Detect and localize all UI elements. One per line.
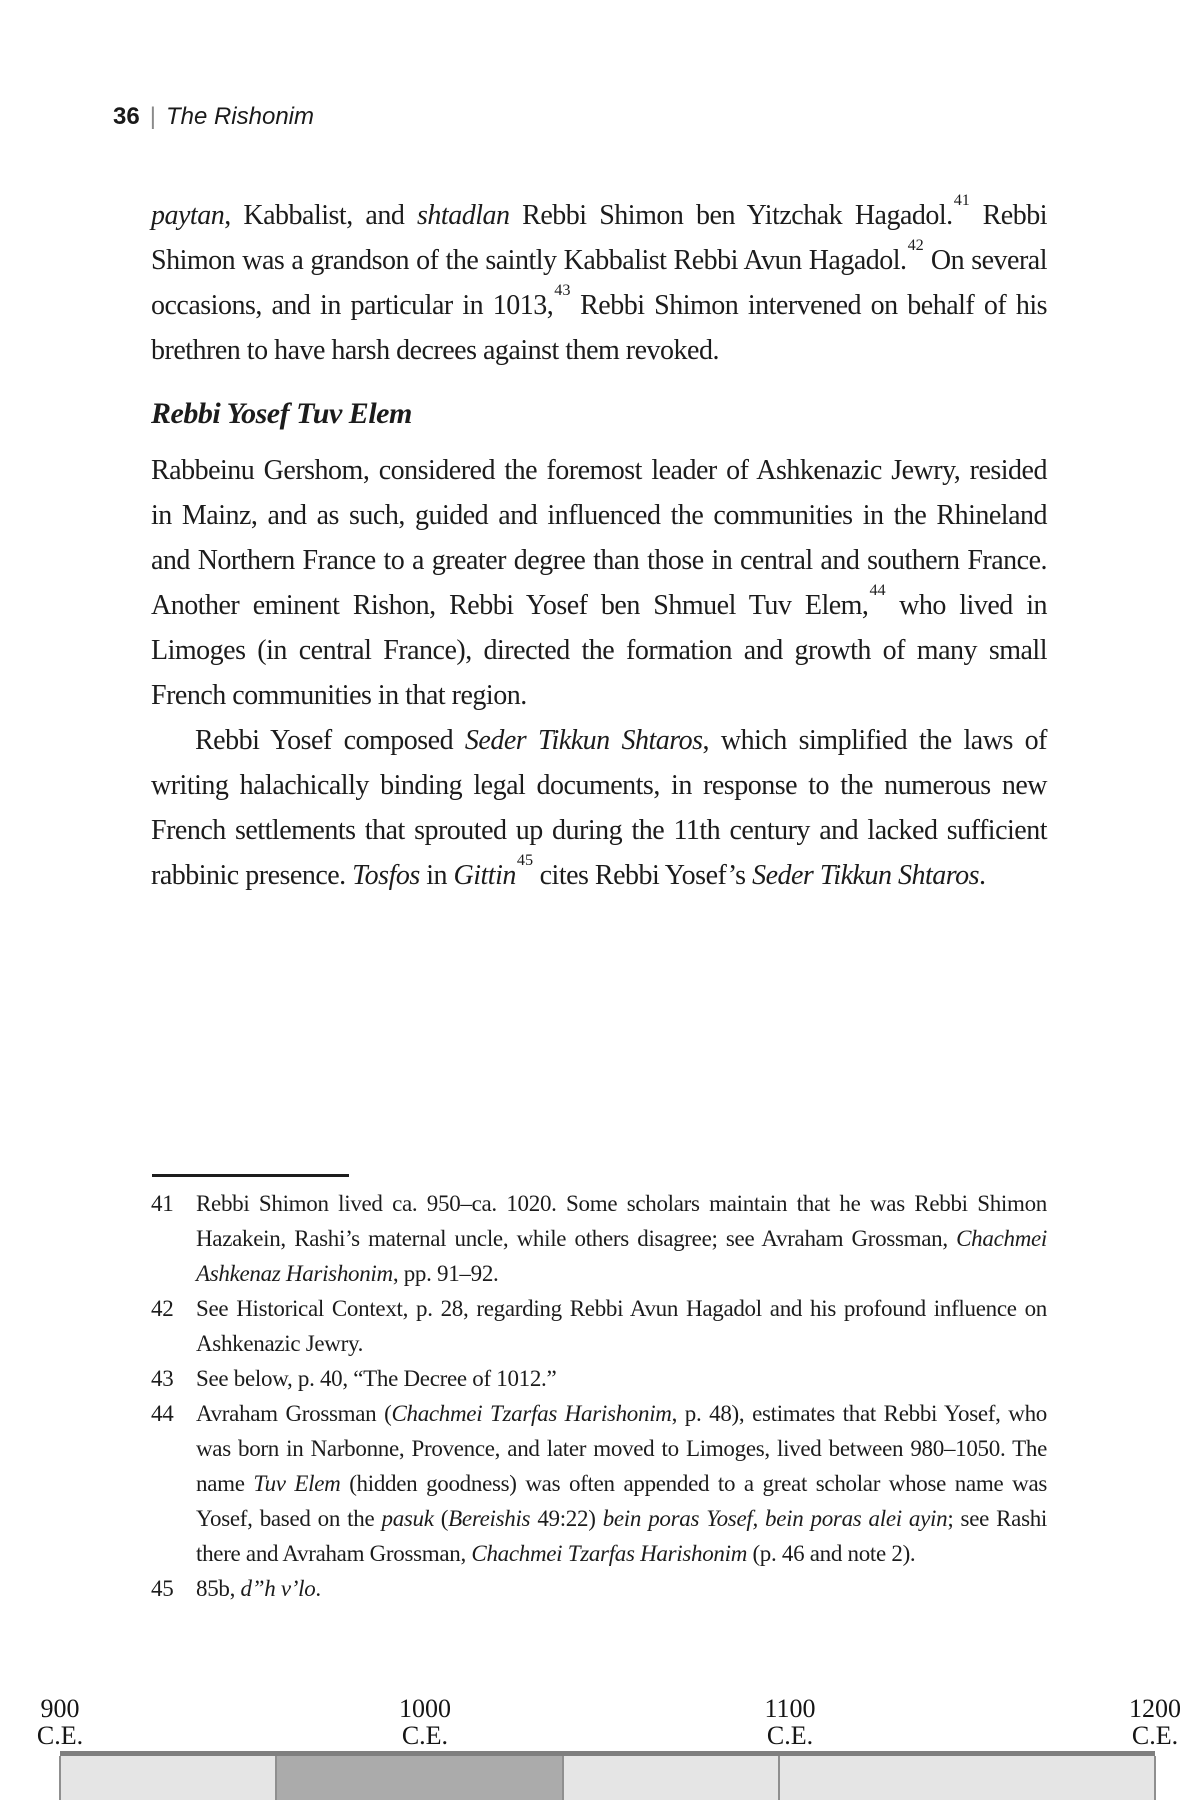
- book-title: The Rishonim: [165, 103, 314, 130]
- footnote-text: 85b, d”h v’lo.: [196, 1576, 321, 1601]
- footnote-text: Rebbi Shimon lived ca. 950–ca. 1020. Some scholars maintain that he was Rebbi Shimon Hazakein, Rashi’s maternal uncle, while others disagree; see Avraham Grossman, Chachmei Ashkenaz Harishonim, pp. 91–92.: [196, 1191, 1047, 1286]
- timeline-divider: [778, 1756, 780, 1800]
- footnote-item: [151, 1291, 1047, 1361]
- paragraph-2: Rabbeinu Gershom, considered the foremost leader of Ashkenazic Jewry, resided in Mainz, and as such, guided and influenced the communities in the Rhineland and Northern France to a greater degree than those in central and southern France. Another eminent Rishon, Rebbi Yosef ben Shmuel Tuv Elem,$^{44}$ who lived in Limoges (in central France), directed the formation and growth of many small French communities in that region.: [151, 455, 1047, 711]
- timeline-bar: [60, 1751, 1155, 1800]
- timeline: [0, 1695, 1200, 1800]
- footnote-item: [151, 1396, 1047, 1571]
- timeline-segment-light: [60, 1756, 276, 1800]
- footnote-item: [151, 1186, 1047, 1291]
- tick-year: 1000: [398, 1694, 451, 1723]
- footnote-item: [151, 1361, 1047, 1396]
- footnote-number: 45: [151, 1576, 174, 1601]
- timeline-tick-1100: [765, 1695, 816, 1749]
- timeline-divider: [275, 1756, 277, 1800]
- body-text-column: [151, 190, 1047, 898]
- paragraph-3: Rebbi Yosef composed Seder Tikkun Shtaros, which simplified the laws of writing halachically binding legal documents, in response to the numerous new French settlements that sprouted up during the 11th century and lacked sufficient rabbinic presence. Tosfos in Gittin$^{45}$ cites Rebbi Yosef’s Seder Tikkun Shtaros.: [151, 725, 1047, 891]
- header-separator: |: [149, 103, 156, 130]
- timeline-segment-dark: [276, 1756, 563, 1800]
- tick-year: 1100: [764, 1694, 816, 1723]
- footnote-text: See Historical Context, p. 28, regarding Rebbi Avun Hagadol and his profound influence on Ashkenazic Jewry.: [196, 1296, 1047, 1356]
- footnote-text: See below, p. 40, “The Decree of 1012.”: [196, 1366, 557, 1391]
- timeline-divider: [59, 1756, 61, 1800]
- timeline-tick-1200: [1129, 1695, 1181, 1749]
- tick-era: C.E.: [401, 1721, 449, 1750]
- timeline-tick-900: [37, 1695, 83, 1749]
- footnote-number: 42: [151, 1296, 174, 1321]
- tick-era: C.E.: [36, 1721, 84, 1750]
- running-header: [113, 103, 314, 131]
- tick-era: C.E.: [1131, 1721, 1179, 1750]
- tick-year: 900: [40, 1694, 80, 1723]
- footnote-number: 43: [151, 1366, 174, 1391]
- timeline-segment-light: [563, 1756, 780, 1800]
- timeline-divider: [1154, 1756, 1156, 1800]
- paragraph-1: paytan, Kabbalist, and shtadlan Rebbi Shimon ben Yitzchak Hagadol.$^{41}$ Rebbi Shimon was a grandson of the saintly Kabbalist Rebbi Avun Hagadol.$^{42}$ On several occasions, and in particular in 1013,43 Rebbi Shimon intervened on behalf of his brethren to have harsh decrees against them revoked.: [151, 190, 1047, 366]
- footnote-text: Avraham Grossman (Chachmei Tzarfas Harishonim, p. 48), estimates that Rebbi Yosef, who was born in Narbonne, Provence, and later moved to Limoges, lived between 980–1050. The name Tuv Elem (hidden goodness) was often appended to a great scholar whose name was Yosef, based on the pasuk (Bereishis 49:22) bein poras Yosef, bein poras alei ayin; see Rashi there and Avraham Grossman, Chachmei Tzarfas Harishonim (p. 46 and note 2).: [196, 1401, 1048, 1566]
- footnote-number: 44: [151, 1401, 174, 1426]
- timeline-tick-1000: [399, 1695, 451, 1749]
- timeline-divider: [562, 1756, 564, 1800]
- page-number: 36: [113, 103, 140, 130]
- footnote-number: 41: [151, 1191, 174, 1216]
- tick-year: 1200: [1129, 1694, 1181, 1723]
- timeline-segment-light: [779, 1756, 1155, 1800]
- section-heading: Rebbi Yosef Tuv Elem: [151, 397, 412, 430]
- timeline-ticks: [36, 1694, 1181, 1750]
- footnotes-section: [151, 1186, 1047, 1606]
- tick-era: C.E.: [766, 1721, 814, 1750]
- footnote-item: [151, 1571, 1047, 1606]
- footnote-separator-rule: [152, 1174, 349, 1177]
